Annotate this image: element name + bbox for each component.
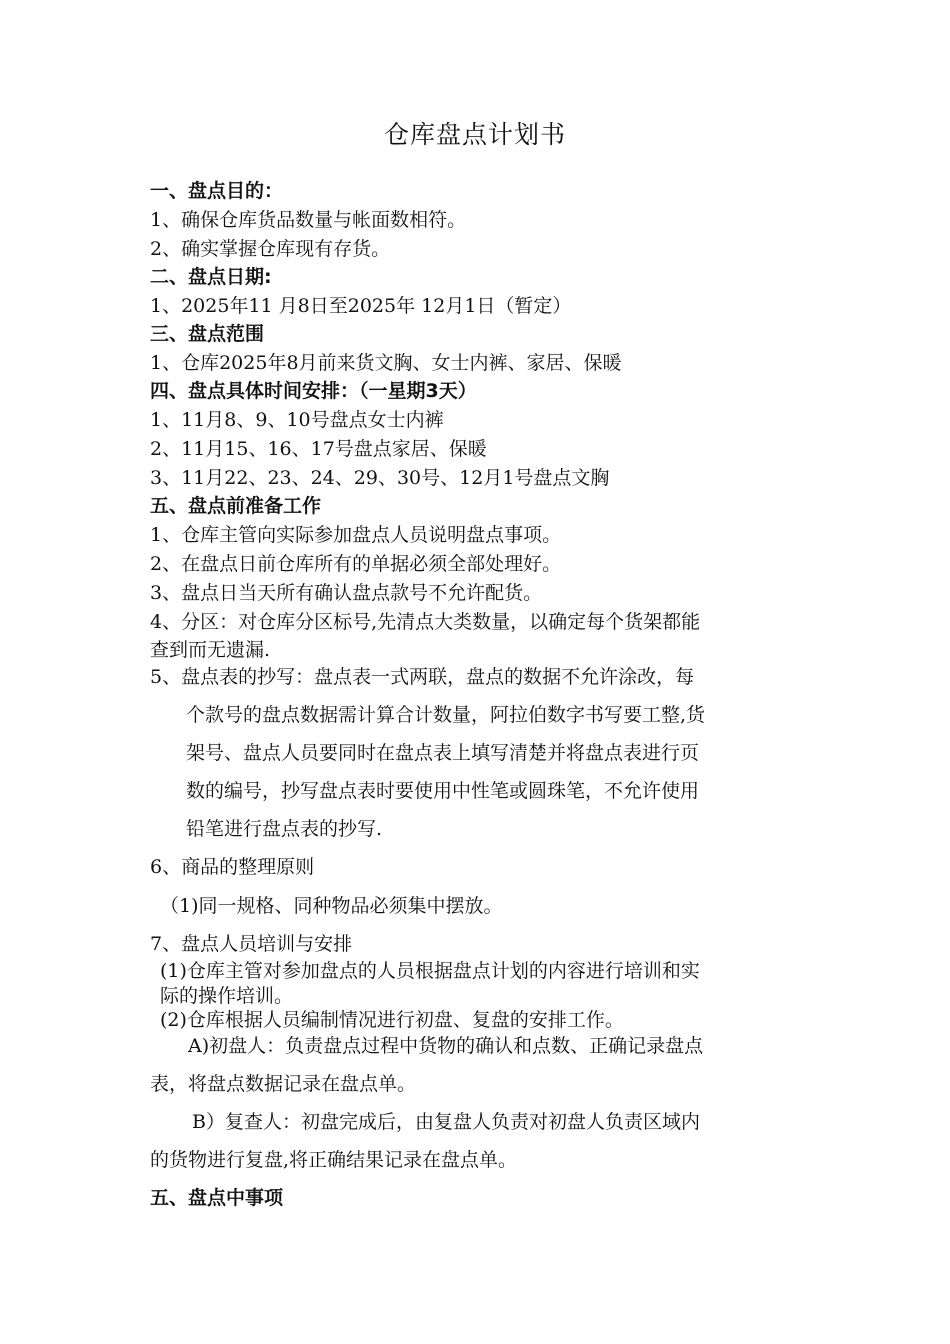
preparation-item-5-line-3: 架号、盘点人员要同时在盘点表上填写清楚并将盘点表进行页 (186, 742, 700, 764)
initial-counter-line-2: 表，将盘点数据记录在盘点单。 (150, 1073, 417, 1095)
section-heading-date: 二、盘点日期: (150, 266, 272, 288)
section-heading-schedule: 四、盘点具体时间安排：（一星期3天） (150, 380, 477, 402)
document-title: 仓库盘点计划书 (383, 120, 566, 149)
section-heading-purpose: 一、盘点目的： (150, 180, 284, 202)
rechecker-line-2: 的货物进行复盘,将正确结果记录在盘点单。 (150, 1149, 518, 1171)
schedule-item-1: 1、11月8、9、10号盘点女士内裤 (150, 409, 444, 431)
section-heading-scope: 三、盘点范围 (150, 323, 265, 345)
preparation-item-7-sub-2: (2)仓库根据人员编制情况进行初盘、复盘的安排工作。 (160, 1009, 624, 1031)
initial-counter-line-1: A)初盘人：负责盘点过程中货物的确认和点数、正确记录盘点 (188, 1035, 704, 1057)
preparation-item-7: 7、盘点人员培训与安排 (150, 933, 353, 955)
preparation-item-7-sub-1-cont: 际的操作培训。 (160, 985, 294, 1007)
preparation-item-6-sub-1: （1)同一规格、同种物品必须集中摆放。 (160, 895, 503, 917)
preparation-item-5: 5、盘点表的抄写：盘点表一式两联，盘点的数据不允许涂改，每 (150, 666, 695, 688)
preparation-item-4-cont: 查到而无遗漏. (150, 639, 271, 661)
purpose-item-2: 2、确实掌握仓库现有存货。 (150, 238, 391, 260)
schedule-item-2: 2、11月15、16、17号盘点家居、保暖 (150, 438, 487, 460)
rechecker-line-1: B）复查人：初盘完成后，由复盘人负责对初盘人负责区域内 (192, 1111, 700, 1133)
preparation-item-1: 1、仓库主管向实际参加盘点人员说明盘点事项。 (150, 524, 562, 546)
preparation-item-5-line-4: 数的编号，抄写盘点表时要使用中性笔或圆珠笔，不允许使用 (186, 780, 700, 802)
preparation-item-2: 2、在盘点日前仓库所有的单据必须全部处理好。 (150, 553, 562, 575)
preparation-item-3: 3、盘点日当天所有确认盘点款号不允许配货。 (150, 582, 543, 604)
date-item-1: 1、2025年11 月8日至2025年 12月1日（暂定） (150, 295, 572, 317)
preparation-item-5-line-2: 个款号的盘点数据需计算合计数量，阿拉伯数字书写要工整,货 (186, 704, 706, 726)
preparation-item-6: 6、商品的整理原则 (150, 856, 315, 878)
preparation-item-5-line-5: 铅笔进行盘点表的抄写. (186, 818, 383, 840)
schedule-item-3: 3、11月22、23、24、29、30号、12月1号盘点文胸 (150, 467, 610, 489)
purpose-item-1: 1、确保仓库货品数量与帐面数相符。 (150, 209, 467, 231)
section-heading-preparation: 五、盘点前准备工作 (150, 495, 322, 517)
preparation-item-7-sub-1: (1)仓库主管对参加盘点的人员根据盘点计划的内容进行培训和实 (160, 960, 700, 982)
scope-item-1: 1、仓库2025年8月前来货文胸、女士内裤、家居、保暖 (150, 352, 622, 374)
preparation-item-4: 4、分区：对仓库分区标号,先清点大类数量，以确定每个货架都能 (150, 611, 701, 633)
section-heading-during: 五、盘点中事项 (150, 1187, 284, 1209)
